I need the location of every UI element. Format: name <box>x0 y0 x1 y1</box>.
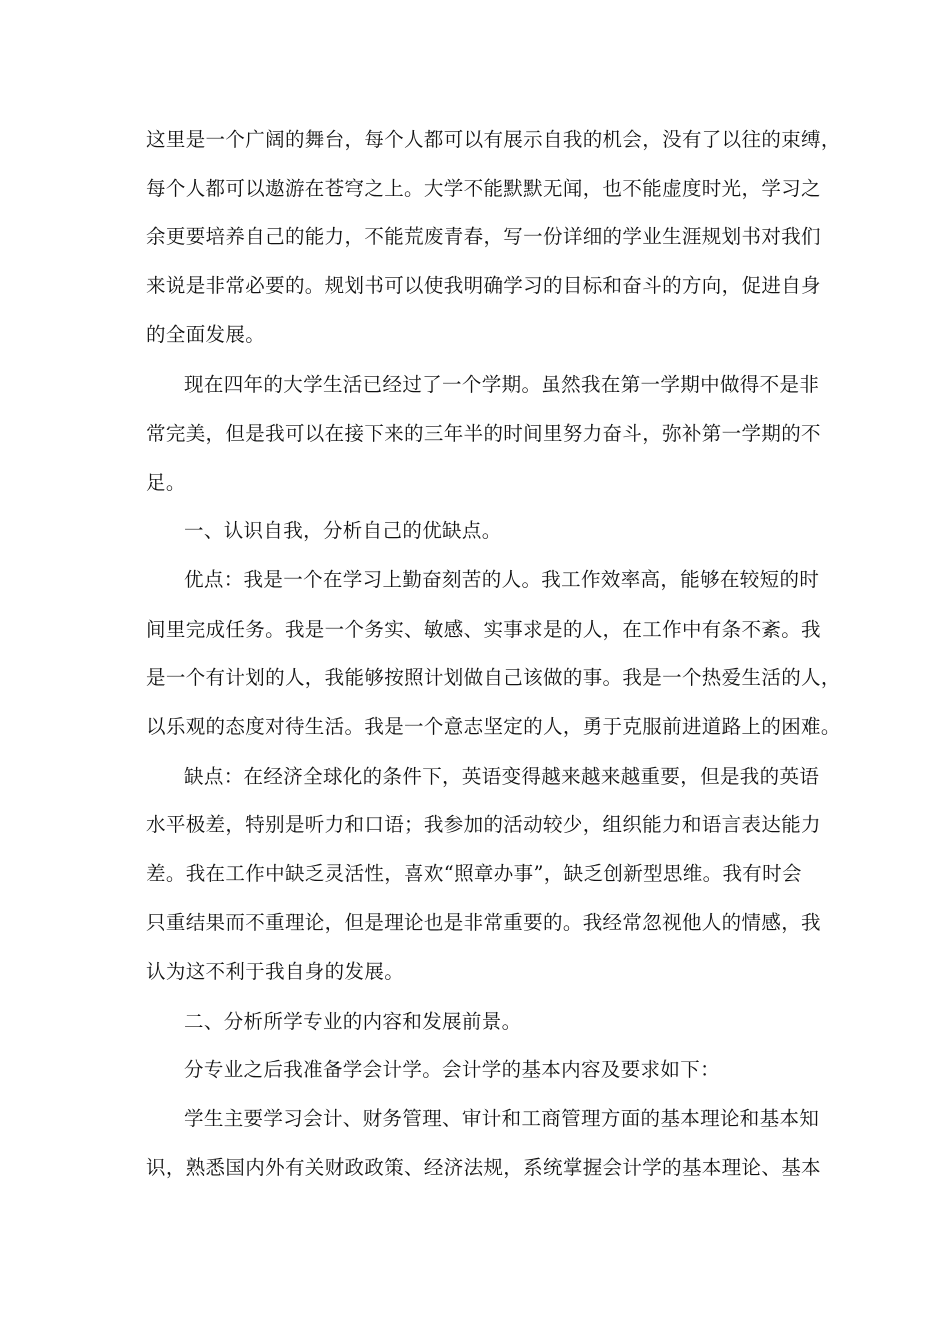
text-line: 间里完成任务。我是一个务实、敏感、实事求是的人，在工作中有条不紊。我 <box>146 618 821 641</box>
text-line: 余更要培养自己的能力，不能荒废青春，写一份详细的学业生涯规划书对我们 <box>146 225 821 248</box>
text-line: 识，熟悉国内外有关财政政策、经济法规，系统掌握会计学的基本理论、基本 <box>146 1156 821 1179</box>
text-line: 缺点：在经济全球化的条件下，英语变得越来越来越重要，但是我的英语 <box>184 765 820 788</box>
text-line: 现在四年的大学生活已经过了一个学期。虽然我在第一学期中做得不是非 <box>184 373 820 396</box>
text-line: 足。 <box>146 471 186 494</box>
section-heading: 一、认识自我，分析自己的优缺点。 <box>184 519 502 542</box>
text-line: 差。我在工作中缺乏灵活性，喜欢“照章办事”，缺乏创新型思维。我有时会 <box>146 862 802 885</box>
text-line: 每个人都可以遨游在苍穹之上。大学不能默默无闻，也不能虚度时光，学习之 <box>146 177 821 200</box>
text-line: 学生主要学习会计、财务管理、审计和工商管理方面的基本理论和基本知 <box>184 1107 820 1130</box>
text-line: 这里是一个广阔的舞台，每个人都可以有展示自我的机会，没有了以往的束缚， <box>146 128 841 151</box>
text-line: 常完美，但是我可以在接下来的三年半的时间里努力奋斗，弥补第一学期的不 <box>146 422 821 445</box>
text-line: 以乐观的态度对待生活。我是一个意志坚定的人，勇于克服前进道路上的困难。 <box>146 715 841 738</box>
text-line: 认为这不利于我自身的发展。 <box>146 960 405 983</box>
text-line: 是一个有计划的人，我能够按照计划做自己该做的事。我是一个热爱生活的人， <box>146 666 841 689</box>
text-line: 优点：我是一个在学习上勤奋刻苦的人。我工作效率高，能够在较短的时 <box>184 568 820 591</box>
text-line: 的全面发展。 <box>146 323 266 346</box>
text-line: 只重结果而不重理论，但是理论也是非常重要的。我经常忽视他人的情感，我 <box>146 911 821 934</box>
text-line: 分专业之后我准备学会计学。会计学的基本内容及要求如下： <box>184 1058 720 1081</box>
text-line: 来说是非常必要的。规划书可以使我明确学习的目标和奋斗的方向，促进自身 <box>146 274 821 297</box>
section-heading: 二、分析所学专业的内容和发展前景。 <box>184 1010 522 1033</box>
text-line: 水平极差，特别是听力和口语；我参加的活动较少，组织能力和语言表达能力 <box>146 813 821 836</box>
